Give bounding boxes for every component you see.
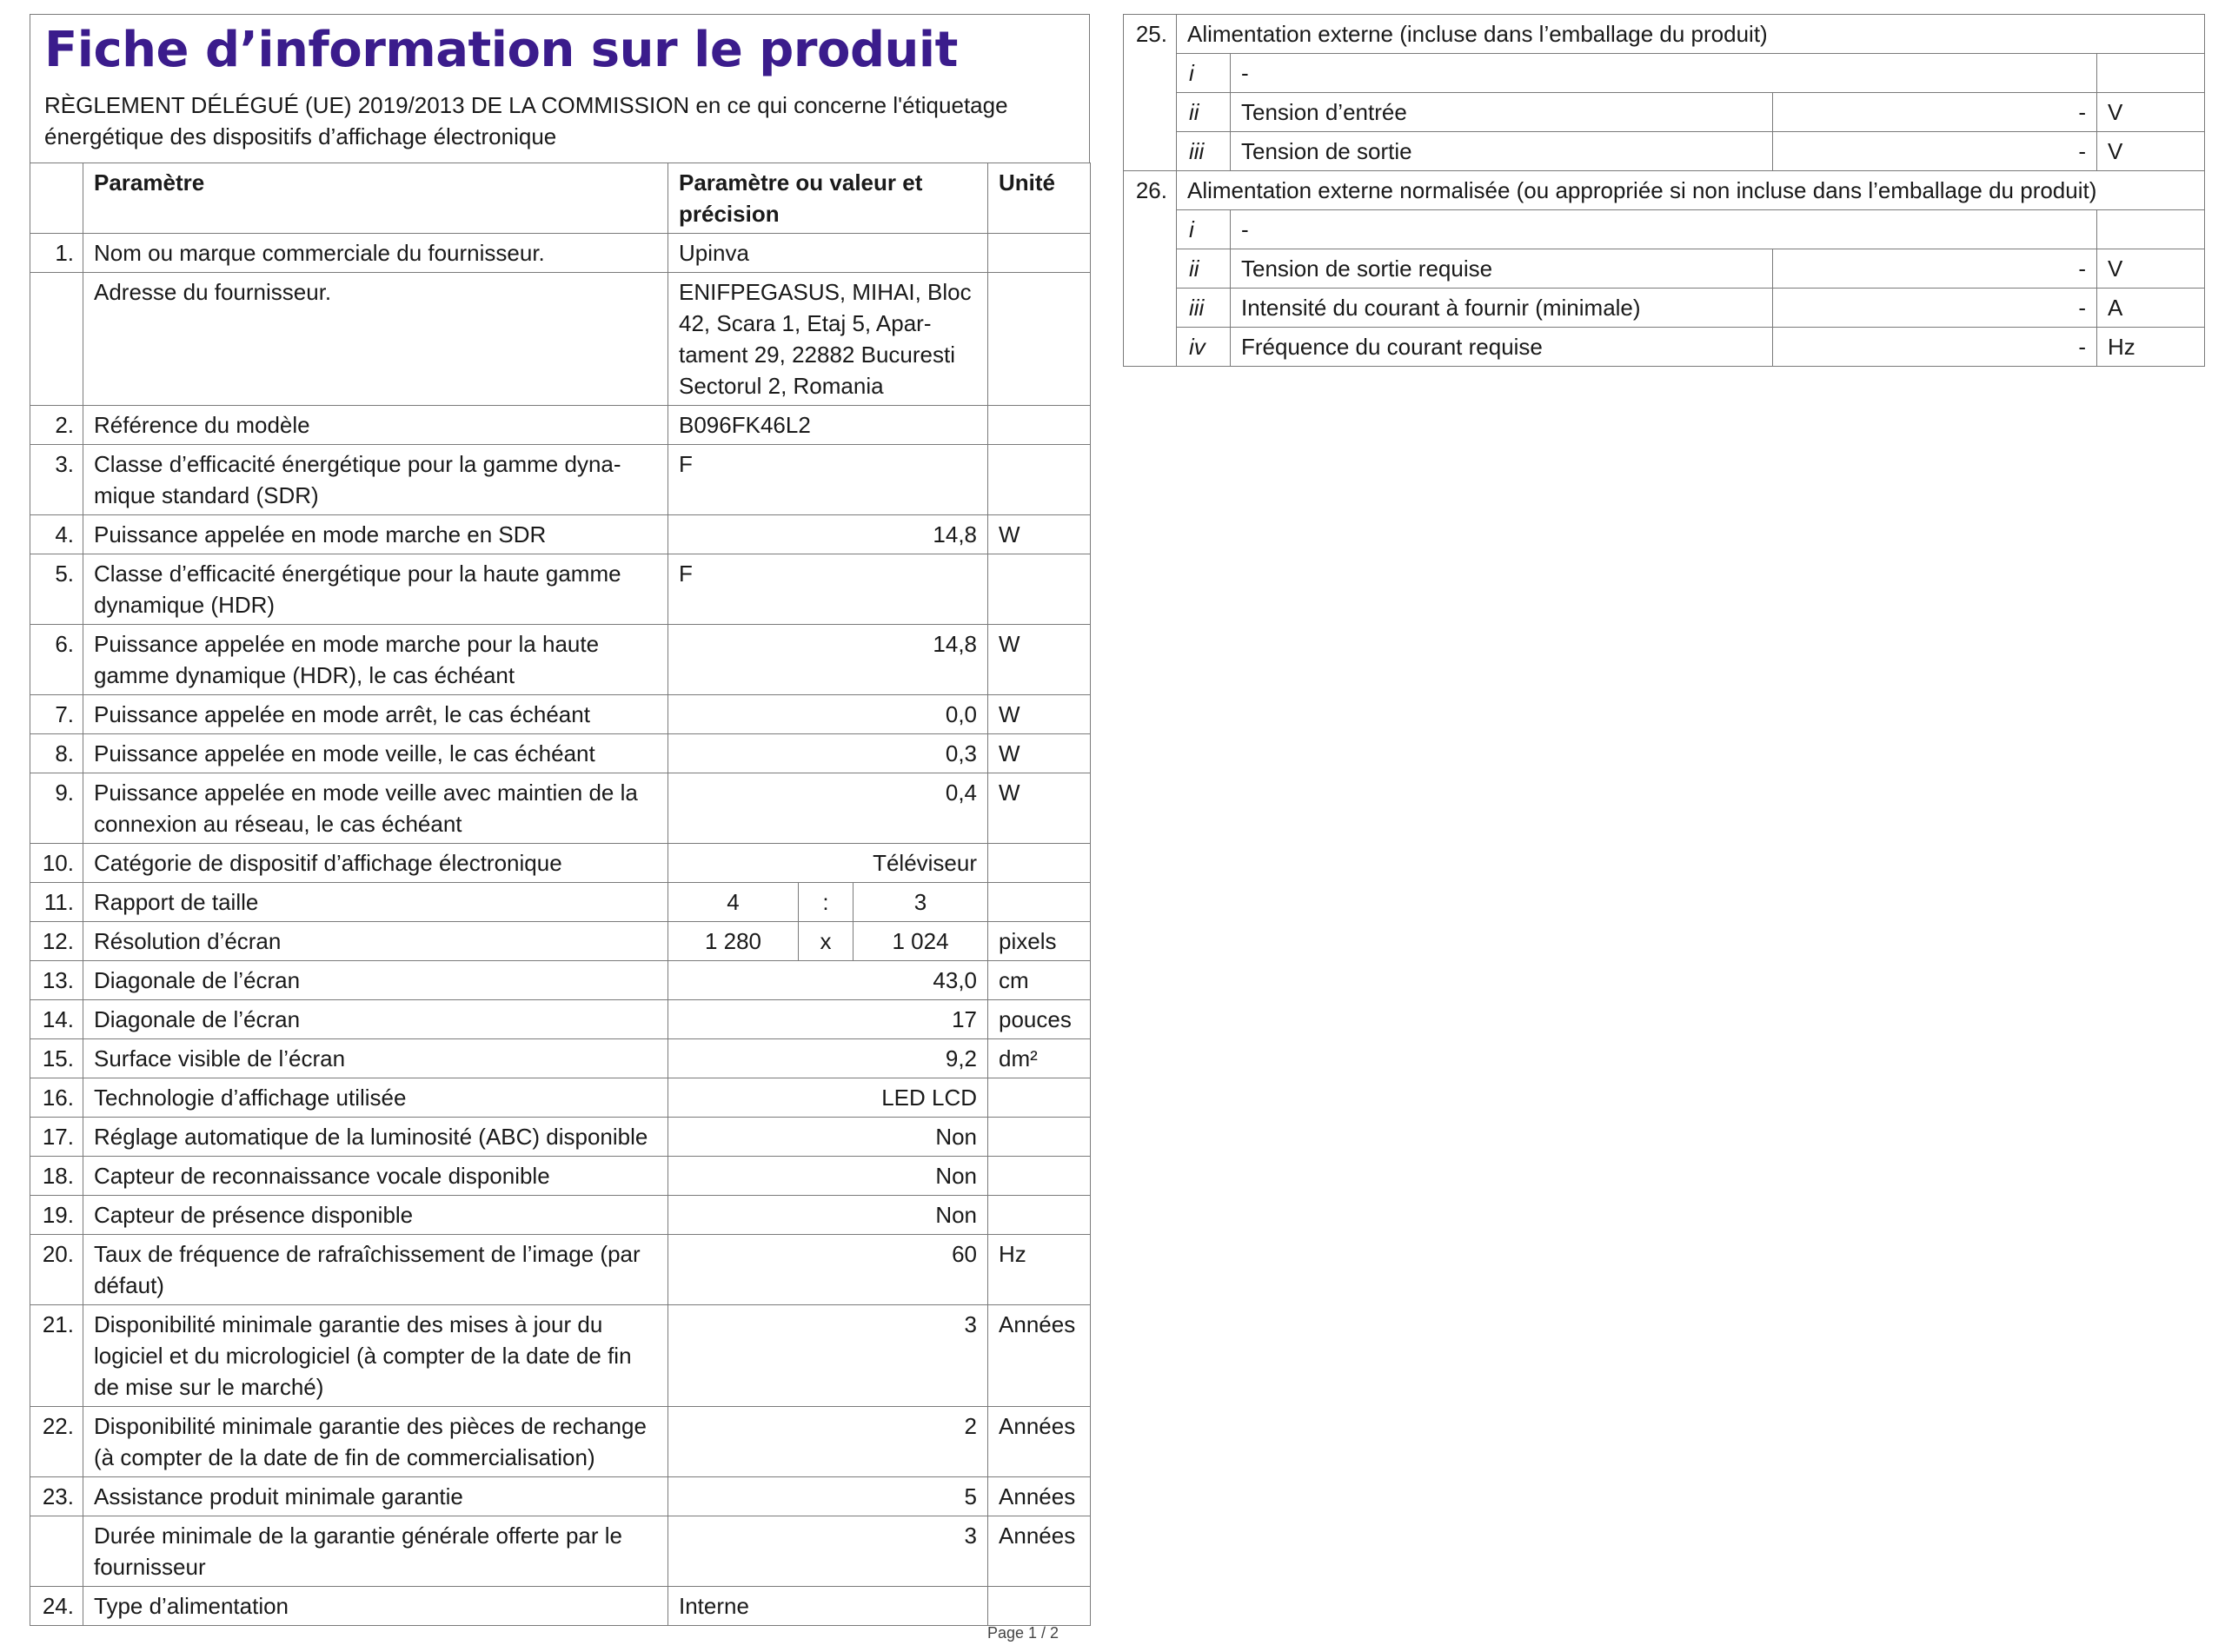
row-value: 43,0	[668, 960, 988, 999]
row-label: Réglage automatique de la luminosité (ABC) disponible	[83, 1117, 668, 1156]
row-unit: Années	[988, 1516, 1091, 1586]
row-value: 3	[668, 1304, 988, 1406]
table-row	[30, 272, 1091, 405]
table-row	[30, 773, 1091, 843]
row-value: Interne	[668, 1586, 988, 1625]
row-unit	[988, 554, 1091, 624]
row-unit: pixels	[988, 921, 1091, 960]
table-row	[30, 1195, 1091, 1234]
row-number: 10.	[30, 843, 83, 882]
row-unit: Hz	[988, 1234, 1091, 1304]
row-number	[30, 272, 83, 405]
row-number: 19.	[30, 1195, 83, 1234]
row-label: Catégorie de dispositif d’affichage électronique	[83, 843, 668, 882]
row-number: 2.	[30, 405, 83, 444]
row-unit	[988, 882, 1091, 921]
header-value: Paramètre ou valeur et précision	[668, 163, 988, 233]
table-header-row	[30, 163, 1091, 233]
sub-item-roman: ii	[1177, 249, 1231, 289]
regulation-subtitle: RÈGLEMENT DÉLÉGUÉ (UE) 2019/2013 DE LA COMMISSION en ce qui concerne l'étiquetage énergétique des dispositifs d’affichage électronique	[44, 91, 1008, 149]
row-unit: W	[988, 733, 1091, 773]
header-num-cell	[30, 163, 83, 233]
row-value: 5	[668, 1476, 988, 1516]
row-value: Non	[668, 1117, 988, 1156]
row-number: 1.	[30, 233, 83, 272]
row-number: 6.	[30, 624, 83, 694]
row-unit: W	[988, 773, 1091, 843]
row-label: Puissance appelée en mode veille, le cas échéant	[83, 733, 668, 773]
sub-item-value: -	[1773, 93, 2097, 132]
sub-item-value: -	[1773, 249, 2097, 289]
table-row	[1124, 54, 2205, 93]
row-unit: pouces	[988, 999, 1091, 1038]
sub-item-label: -	[1231, 210, 2097, 249]
sub-item-roman: i	[1177, 54, 1231, 93]
row-value: 3	[668, 1516, 988, 1586]
sub-item-value: -	[1773, 132, 2097, 171]
page-number: Page 1 / 2	[987, 1624, 1059, 1642]
table-row	[30, 233, 1091, 272]
product-info-left-column	[30, 14, 1090, 1626]
row-label: Diagonale de l’écran	[83, 999, 668, 1038]
row-value: 17	[668, 999, 988, 1038]
row-label: Classe d’efficacité énergétique pour la haute gamme dynamique (HDR)	[83, 554, 668, 624]
row-label: Surface visible de l’écran	[83, 1038, 668, 1078]
table-row	[30, 1078, 1091, 1117]
row-label: Rapport de taille	[83, 882, 668, 921]
sub-item-label: Tension de sortie	[1231, 132, 1773, 171]
sub-item-roman: iv	[1177, 328, 1231, 367]
product-info-table	[30, 163, 1091, 1626]
table-row	[30, 405, 1091, 444]
row-value: 14,8	[668, 624, 988, 694]
row-unit	[988, 1117, 1091, 1156]
row-value: 2	[668, 1406, 988, 1476]
row-label: Capteur de présence disponible	[83, 1195, 668, 1234]
row-unit: cm	[988, 960, 1091, 999]
table-row	[30, 1156, 1091, 1195]
row-value: 0,4	[668, 773, 988, 843]
page-title: Fiche d’information sur le produit	[44, 22, 958, 78]
row-unit	[988, 1078, 1091, 1117]
row-number: 18.	[30, 1156, 83, 1195]
table-row	[1124, 289, 2205, 328]
sub-item-unit: Hz	[2097, 328, 2205, 367]
resolution-width: 1 280	[668, 921, 799, 960]
sub-item-roman: ii	[1177, 93, 1231, 132]
row-unit	[988, 233, 1091, 272]
row-label: Durée minimale de la garantie générale offerte par le fournisseur	[83, 1516, 668, 1586]
table-row	[30, 733, 1091, 773]
row-number: 22.	[30, 1406, 83, 1476]
section-25-header-row	[1124, 15, 2205, 54]
row-label: Assistance produit minimale garantie	[83, 1476, 668, 1516]
row-unit	[988, 1195, 1091, 1234]
row-value: 0,0	[668, 694, 988, 733]
table-row	[30, 1038, 1091, 1078]
product-info-right-column	[1123, 14, 2204, 367]
row-label: Classe d’efficacité énergétique pour la gamme dynamique standard (SDR)	[83, 444, 668, 514]
row-unit: W	[988, 694, 1091, 733]
row-label: Type d’alimentation	[83, 1586, 668, 1625]
sub-item-label: Tension de sortie requise	[1231, 249, 1773, 289]
table-row	[30, 1516, 1091, 1586]
table-row	[30, 624, 1091, 694]
table-row	[30, 1476, 1091, 1516]
document-header	[30, 14, 1090, 163]
sub-item-value: -	[1773, 328, 2097, 367]
row-value: ENIFPEGASUS, MIHAI, Bloc 42, Scara 1, Etaj 5, Apartament 29, 22882 Bucuresti Sectorul 2, Romania	[668, 272, 988, 405]
table-row	[30, 921, 1091, 960]
row-unit: Années	[988, 1304, 1091, 1406]
table-row	[1124, 93, 2205, 132]
row-value: Non	[668, 1156, 988, 1195]
row-label: Disponibilité minimale garantie des pièces de rechange (à compter de la date de fin de commercialisation)	[83, 1406, 668, 1476]
row-value: Non	[668, 1195, 988, 1234]
row-unit	[988, 405, 1091, 444]
row-label: Diagonale de l’écran	[83, 960, 668, 999]
row-unit: W	[988, 624, 1091, 694]
row-number: 16.	[30, 1078, 83, 1117]
sub-item-unit: V	[2097, 132, 2205, 171]
section-number: 26.	[1124, 171, 1177, 367]
section-title: Alimentation externe normalisée (ou appropriée si non incluse dans l’emballage du produit)	[1177, 171, 2205, 210]
row-unit: Années	[988, 1406, 1091, 1476]
sub-item-roman: iii	[1177, 289, 1231, 328]
row-label: Disponibilité minimale garantie des mises à jour du logiciel et du micrologiciel (à compter de la date de fin de mise sur le marché)	[83, 1304, 668, 1406]
row-unit	[988, 1586, 1091, 1625]
resolution-separator: x	[799, 921, 853, 960]
table-row	[30, 843, 1091, 882]
row-value: Téléviseur	[668, 843, 988, 882]
row-unit	[988, 444, 1091, 514]
row-number: 14.	[30, 999, 83, 1038]
row-unit: dm²	[988, 1038, 1091, 1078]
sub-item-label: Fréquence du courant requise	[1231, 328, 1773, 367]
sub-item-label: Intensité du courant à fournir (minimale)	[1231, 289, 1773, 328]
row-label: Adresse du fournisseur.	[83, 272, 668, 405]
row-number: 24.	[30, 1586, 83, 1625]
sub-item-unit	[2097, 210, 2205, 249]
row-value: F	[668, 554, 988, 624]
row-label: Taux de fréquence de rafraîchissement de l’image (par défaut)	[83, 1234, 668, 1304]
sub-item-value: -	[1773, 289, 2097, 328]
row-label: Capteur de reconnaissance vocale disponible	[83, 1156, 668, 1195]
table-row	[30, 999, 1091, 1038]
row-value: Upinva	[668, 233, 988, 272]
row-value: LED LCD	[668, 1078, 988, 1117]
row-value: 60	[668, 1234, 988, 1304]
row-number: 23.	[30, 1476, 83, 1516]
ratio-width: 4	[668, 882, 799, 921]
table-row	[30, 444, 1091, 514]
table-row	[30, 1406, 1091, 1476]
section-title: Alimentation externe (incluse dans l’emballage du produit)	[1177, 15, 2205, 54]
row-label: Puissance appelée en mode veille avec maintien de la connexion au réseau, le cas échéant	[83, 773, 668, 843]
row-number: 4.	[30, 514, 83, 554]
row-value: B096FK46L2	[668, 405, 988, 444]
row-label: Technologie d’affichage utilisée	[83, 1078, 668, 1117]
row-number: 7.	[30, 694, 83, 733]
row-number: 5.	[30, 554, 83, 624]
table-row	[30, 514, 1091, 554]
row-number: 8.	[30, 733, 83, 773]
row-label: Référence du modèle	[83, 405, 668, 444]
table-row	[30, 554, 1091, 624]
table-row	[30, 1117, 1091, 1156]
table-row	[1124, 132, 2205, 171]
row-number: 15.	[30, 1038, 83, 1078]
row-unit	[988, 1156, 1091, 1195]
row-number: 11.	[30, 882, 83, 921]
sub-item-label: Tension d’entrée	[1231, 93, 1773, 132]
table-row	[30, 1304, 1091, 1406]
table-row	[1124, 328, 2205, 367]
sub-item-unit: V	[2097, 93, 2205, 132]
row-value: 14,8	[668, 514, 988, 554]
table-row	[1124, 249, 2205, 289]
table-row	[30, 1586, 1091, 1625]
row-number: 17.	[30, 1117, 83, 1156]
header-param: Paramètre	[83, 163, 668, 233]
row-unit	[988, 843, 1091, 882]
row-number: 3.	[30, 444, 83, 514]
row-label: Puissance appelée en mode marche pour la haute gamme dynamique (HDR), le cas échéant	[83, 624, 668, 694]
ratio-height: 3	[853, 882, 988, 921]
sub-item-roman: iii	[1177, 132, 1231, 171]
section-26-header-row	[1124, 171, 2205, 210]
external-power-table	[1123, 14, 2205, 367]
row-label: Résolution d’écran	[83, 921, 668, 960]
row-value: 9,2	[668, 1038, 988, 1078]
row-number	[30, 1516, 83, 1586]
row-value: F	[668, 444, 988, 514]
sub-item-unit: A	[2097, 289, 2205, 328]
row-label: Puissance appelée en mode marche en SDR	[83, 514, 668, 554]
sub-item-label: -	[1231, 54, 2097, 93]
row-number: 13.	[30, 960, 83, 999]
row-unit: Années	[988, 1476, 1091, 1516]
row-label: Nom ou marque commerciale du fournisseur.	[83, 233, 668, 272]
sub-item-unit: V	[2097, 249, 2205, 289]
sub-item-unit	[2097, 54, 2205, 93]
ratio-separator: :	[799, 882, 853, 921]
sub-item-roman: i	[1177, 210, 1231, 249]
header-unit: Unité	[988, 163, 1091, 233]
table-row	[30, 694, 1091, 733]
section-number: 25.	[1124, 15, 1177, 171]
row-value: 0,3	[668, 733, 988, 773]
row-number: 12.	[30, 921, 83, 960]
table-row	[30, 882, 1091, 921]
table-row	[30, 1234, 1091, 1304]
row-unit: W	[988, 514, 1091, 554]
row-number: 21.	[30, 1304, 83, 1406]
resolution-height: 1 024	[853, 921, 988, 960]
table-row	[1124, 210, 2205, 249]
row-unit	[988, 272, 1091, 405]
table-row	[30, 960, 1091, 999]
row-number: 20.	[30, 1234, 83, 1304]
row-label: Puissance appelée en mode arrêt, le cas échéant	[83, 694, 668, 733]
row-number: 9.	[30, 773, 83, 843]
